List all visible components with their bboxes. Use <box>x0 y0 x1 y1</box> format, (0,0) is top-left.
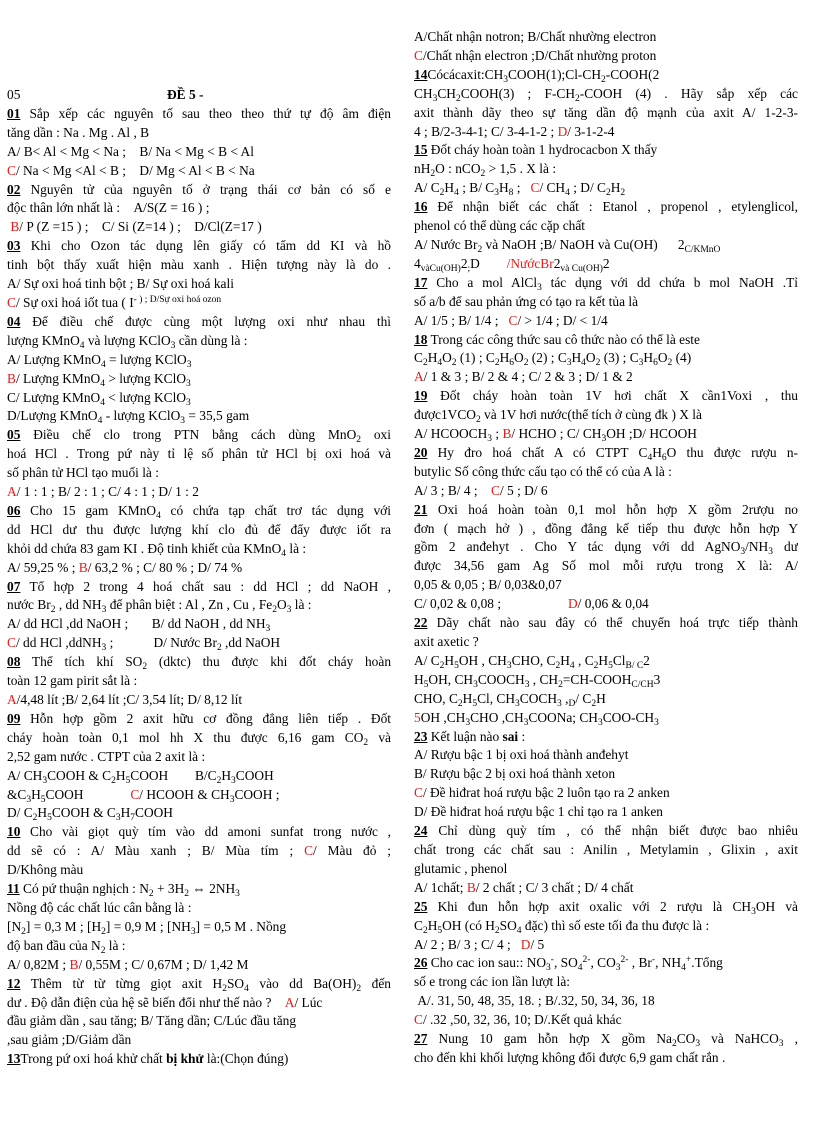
question-06: 06 Cho 15 gam KMnO$_4$ có chứa tạp chất trơ tác dụng với <box>7 502 391 521</box>
answer-marker: A <box>7 692 17 707</box>
question-21: 21 Oxi hoá hoàn toàn 0,1 mol hỗn hợp X gồm 2rượu no <box>414 501 798 517</box>
answer-marker: B <box>78 559 88 575</box>
answer-marker: A <box>414 369 424 385</box>
question-01: 01 Sắp xếp các nguyên tố sau theo theo thứ tự độ âm điện <box>7 105 391 121</box>
question-02: 02 Nguyên tử của nguyên tố ở trạng thái cơ bản có số e <box>7 181 391 197</box>
answer-marker: C <box>7 294 16 310</box>
question-25: 25 Khi đun hỗn hợp axit oxalic với 2 rượu là $CH_3OH$ và <box>414 898 798 917</box>
q01-options-row2: C/ Na < Mg <Al < B ; D/ Mg < Al < B < Na <box>7 162 255 178</box>
question-12: 12 Thêm từ từ từng giọt axit $H_2SO_4$ vào dd $Ba(OH)_2$ đến <box>7 975 391 994</box>
question-26: 26 Cho cac ion sau:: $NO_3^-$, $SO_4^{2-}$, $CO_3^{2-}$ , Br-, $NH_4^+.Tổng$ <box>414 955 723 974</box>
question-20: 20 Hy đro hoá chất A có CTPT $C_4H_6O$ thu được rượu n- <box>414 444 798 463</box>
right-column: A/Chất nhận notron; B/Chất nhường electron C/Chất nhận electron ;D/Chất nhường proton $14Cócácaxit:CH_3COOH(1);Cl-CH_2-COOH(2$ $CH_3CH_2COOH(3)$ ; $F-CH_2$-COOH (4) . Hãy sắp xếp các axit thành dãy theo sự tăng dần độ mạnh của axit A/ 1-2-3- 4 ; B/2-3-4-1; C/ 3-4-1-2 ; D/ 3-1-2-4 15 Đốt cháy hoàn toàn 1 hydrocacbon X thấy $nH_2O$ : nCO$_2$ > 1,5 . X là : A/ $C_2H_4$ ; B/ $C_3H_8$ ; C/ $CH_4$ ; D/ $C_2H_2$ 16 Để nhận biết các chất : Etanol , propenol , etylenglicol, phenol có thể dùng các cặp chất A/ Nước $Br_2$ và NaOH ;B/ NaOH và Cu(OH) $2_{C/KMnO}$ $4_{vàCu(OH)}2_;D$ $/NướcBr2_{và Cu(OH)}2$ 17 Cho a mol AlCl$_3$ tác dụng với dd chứa b mol NaOH .Tỉ số a/b để sau phản ứng có tạo ra kết tủa là A/ 1/5 ; B/ 1/4 ; C/ > 1/4 ; D/ < 1/4 18 Trong các công thức sau cô thức nào có thể là este $C_2H_4O_2$ (1) ; $C_2H_6O_2$ (2) ; $C_3H_4O_2$ (3) ; $C_3H_6O_2$ (4) A/ 1 & 3 ; B/ 2 & 4 ; C/ 2 & 3 ; D/ 1 & 2 19 Đốt cháy hoàn toàn 1V hơi chất X cần1Voxi , thu $được1VCO_2$ và 1V hơi nước(thể tích ở cùng đk ) X là A/ $HCOOCH_3$ ; B/ HCHO ; C/ $CH_3OH$ ;D/ HCOOH 20 Hy đro hoá chất A có CTPT $C_4H_6O$ thu được rượu n- butylic Số công thức cấu tạo có thể có của A là : A/ 3 ; B/ 4 ; C/ 5 ; D/ 6 21 Oxi hoá hoàn toàn 0,1 mol hỗn hợp X gồm 2rượu no đơn ( mạch hở ) , đồng đẳng kế tiếp thu được hỗn hợp Y gồm 2 anđehyt . Cho Y tác dụng với dd $AgNO_3/NH_3$ dư được 34,56 gam Ag Số mol mỗi rượu trong X là: A/ 0,05 & 0,05 ; B/ 0,03&0,07 C/ 0,02 & 0,08 ; D/ 0,06 & 0,04 22 Dãy chất nào sau đây có thể chuyển hoá trực tiếp thành axit axetic ? A/ $C_2H_5OH$ , $CH_3CHO$, $C_2H_4$ , $C_2H_5Cl_{B/ C}2$ $H_5OH$, $CH_3COOCH_3$ , $CH_2=CH-COOH_{C/CH}3$ CHO, $C_2H_5Cl$, $CH_3COCH_3$ $,_D/$ $C_2H$ 5OH $,CH_3CHO$ $,CH_3COONa$; $CH_3COO-CH_3$ 23 Kết luận nào sai : A/ Rượu bậc 1 bị oxi hoá thành anđehyt B/ Rượu bậc 2 bị oxi hoá thành xeton C/ Đề hiđrat hoá rượu bậc 2 luôn tạo ra 2 anken D/ Đề hiđrat hoá rượu bậc 1 chỉ tạo ra 1 anken 24 Chỉ dùng quỳ tím , có thể nhận biết được bao nhiêu chất trong các chất sau : Anilin , Metylamin , Glixin , axit glutamic , phenol A/ 1chất; B/ 2 chất ; C/ 3 chất ; D/ 4 chất 25 Khi đun hỗn hợp axit oxalic với 2 rượu là $CH_3OH$ và $C_2H_5OH$ (có $H_2SO_4$ đặc) thì số este tối đa thu được là : A/ 2 ; B/ 3 ; C/ 4 ; D/ 5 26 Cho cac ion sau:: $NO_3^-$, $SO_4^{2-}$, $CO_3^{2-}$ , Br-, $NH_4^+.Tổng$ số e trong các ion lần lượt là: A/. 31, 50, 48, 35, 18. ; B/.32, 50, 34, 36, 18 C/ .32 ,50, 32, 36, 10; D/.Kết quả khác 27 Nung 10 gam hỗn hợp X gồm $Na_2CO_3$ và NaHCO$_3$ , cho đến khi khối lượng không đổi được 6,9 gam chất rắn . <box>414 29 798 1065</box>
answer-marker: /NướcBr <box>506 255 554 271</box>
answer-marker: B <box>466 879 476 895</box>
answer-marker: C <box>130 786 140 802</box>
question-22: 22 Dãy chất nào sau đây có thể chuyển hoá trực tiếp thành <box>414 615 798 631</box>
question-24: 24 Chỉ dùng quỳ tím , có thể nhận biết được bao nhiêu <box>414 823 798 839</box>
page-number: 05 <box>7 87 21 102</box>
question-27: 27 Nung 10 gam hỗn hợp X gồm $Na_2CO_3$ và NaHCO$_3$ , <box>414 1031 798 1049</box>
answer-marker: B <box>10 219 20 235</box>
answer-marker: A <box>7 484 17 500</box>
question-04: 04 Để điều chế được cùng một lượng oxi như nhau thì <box>7 313 391 329</box>
answer-marker: D <box>557 123 568 139</box>
question-13: 13Trong pứ oxi hoá khử chất bị khử là:(Chọn đúng) <box>7 1051 289 1067</box>
question-09: 09 Hỗn hợp gồm 2 axit hữu cơ đồng đẳng liên tiếp . Đốt <box>7 710 391 726</box>
answer-marker: B <box>7 370 16 386</box>
question-10: 10 Cho vài giọt quỳ tím vào dd amoni sunfat trong nước , <box>7 824 391 840</box>
exam-title: ĐỀ 5 - <box>167 87 204 102</box>
exam-header <box>7 86 391 105</box>
answer-marker: C <box>7 162 16 178</box>
question-08: 08 Thể tích khí $SO_2$ (dktc) thu được khi đốt cháy hoàn <box>7 654 391 673</box>
q01-options-row1: A/ B< Al < Mg < Na ; B/ Na < Mg < B < Al <box>7 143 254 159</box>
answer-marker: C <box>491 482 500 498</box>
question-23: 23 Kết luận nào sai : <box>414 728 526 744</box>
question-17: 17 Cho a mol AlCl$_3$ tác dụng với dd chứa b mol NaOH .Tỉ <box>414 274 798 293</box>
question-11: 11 Có pứ thuận nghịch : $N_2 + 3H_2$ ⇔ $2NH_3$ <box>7 881 240 899</box>
answer-marker: C <box>414 785 423 801</box>
question-07: 07 Tổ hợp 2 trong 4 hoá chất sau : dd HCl ; dd NaOH , <box>7 578 391 594</box>
answer-marker: B <box>69 956 79 972</box>
answer-marker: A <box>284 994 295 1010</box>
answer-marker: C <box>508 312 518 328</box>
answer-marker: B <box>502 426 512 442</box>
answer-marker: C <box>414 47 423 63</box>
answer-marker: C <box>304 843 314 859</box>
question-03: 03 Khi cho Ozon tác dụng lên giấy có tẩm dd KI và hồ <box>7 238 391 254</box>
question-05: 05 Điều chế clo trong PTN bằng cách dùng MnO$_2$ oxi <box>7 427 391 446</box>
question-14: $14Cócácaxit:CH_3COOH(1);Cl-CH_2-COOH(2$ <box>414 66 660 85</box>
answer-marker: C <box>7 635 16 651</box>
answer-marker: D <box>568 596 578 612</box>
question-16: 16 Để nhận biết các chất : Etanol , propenol , etylenglicol, <box>414 199 798 215</box>
question-19: 19 Đốt cháy hoàn toàn 1V hơi chất X cần1Voxi , thu <box>414 388 798 404</box>
answer-marker: C <box>414 1012 423 1028</box>
answer-marker: D <box>520 936 531 952</box>
answer-marker: C <box>530 180 540 196</box>
left-column: 05 ĐỀ 5 - 01 Sắp xếp các nguyên tố sau theo theo thứ tự độ âm điện tăng dần : Na . Mg . Al , B A/ B< Al < Mg < Na ; B/ Na < Mg < B < Al C/ Na < Mg <Al < B ; D/ Mg < Al < B < Na 02 Nguyên tử của nguyên tố ở trạng thái cơ bản có số e độc thân lớn nhất là : A/S(Z = 16 ) ; B/ P (Z =15 ) ; C/ Si (Z=14 ) ; D/Cl(Z=17 ) 03 Khi cho Ozon tác dụng lên giấy có tẩm dd KI và hồ tinh bột thấy xuất hiện màu xanh . Hiện tượng này là do . A/ Sự oxi hoá tinh bột ; B/ Sự oxi hoá kali C/ Sự oxi hoá iốt tua ( $I^{- ) ; D/Sự oxi hoá ozon}$ 04 Để điều chế được cùng một lượng oxi như nhau thì lượng KMnO$_4$ và lượng KClO$_3$ cần dùng là : A/ Lượng KMnO$_4$ = lượng KClO$_3$ B/ Lượng KMnO$_4$ > lượng KClO$_3$ C/ Lượng KMnO$_4$ < lượng KClO$_3$ D/Lượng KMnO$_4$ - lượng KClO$_3$ = 35,5 gam 05 Điều chế clo trong PTN bằng cách dùng MnO$_2$ oxi hoá HCl . Trong pứ này tỉ lệ số phân tử HCl bị oxi hoá và số phân tử HCl tạo muối là : A/ 1 : 1 ; B/ 2 : 1 ; C/ 4 : 1 ; D/ 1 : 2 06 Cho 15 gam KMnO$_4$ có chứa tạp chất trơ tác dụng với dd HCl dư thu được lượng khí clo đủ để đẩy được iốt ra khỏi dd chứa 83 gam KI . Độ tinh khiết của KMnO$_4$ là : A/ 59,25 % ; B/ 63,2 % ; C/ 80 % ; D/ 74 % 07 Tổ hợp 2 trong 4 hoá chất sau : dd HCl ; dd NaOH , nước $Br_2$ , dd $NH_3$ để phân biệt : Al , Zn , Cu , $Fe_2O_3$ là : A/ dd HCl ,dd NaOH ; B/ dd NaOH , dd $NH_3$ C/ dd HCl ,ddNH$_3$ ; D/ Nước $Br_2$ ,dd NaOH 08 Thể tích khí $SO_2$ (dktc) thu được khi đốt cháy hoàn toàn 12 gam pirit sắt là : A/4,48 lít ;B/ 2,64 lít ;C/ 3,54 lít; D/ 8,12 lít 09 Hỗn hợp gồm 2 axit hữu cơ đồng đẳng liên tiếp . Đốt cháy hoàn toàn 0,1 mol hh X thu được 6,16 gam $CO_2$ và 2,52 gam nước . CTPT của 2 axit là : A/ $CH_3COOH$ & $C_2H_5COOH$ $B/C_2H_3COOH$ $\&C_3H_5COOH$ C/ HCOOH & $CH_3COOH$ ; D/ $C_2H_5COOH$ & $C_3H_7COOH$ 10 Cho vài giọt quỳ tím vào dd amoni sunfat trong nước , dd sẽ có : A/ Màu xanh ; B/ Mùa tím ; C/ Màu đỏ ; D/Không màu 11 Có pứ thuận nghịch : $N_2 + 3H_2$ ⇔ $2NH_3$ Nồng độ các chất lúc cân bằng là : $[N_2] = 0,3$ M ; $[H_2] = 0,9$ M ; $[NH_3] = 0,5$ M . Nồng độ ban đầu của $N_2$ là : A/ 0,82M ; B/ 0,55M ; C/ 0,67M ; D/ 1,42 M 12 Thêm từ từ từng giọt axit $H_2SO_4$ vào dd $Ba(OH)_2$ đến dư . Độ dẫn điện của hệ sẽ biến đổi như thế nào ? A/ Lúc đầu giảm dần , sau tăng; B/ Tăng dần; C/Lúc đầu tăng ,sau giảm ;D/Giảm dần 13Trong pứ oxi hoá khử chất bị khử là:(Chọn đúng) <box>7 86 391 1069</box>
answer-marker: 5 <box>414 709 421 725</box>
question-15: 15 Đốt cháy hoàn toàn 1 hydrocacbon X thấy <box>414 142 658 158</box>
question-18: 18 Trong các công thức sau cô thức nào có thể là este <box>414 331 700 347</box>
